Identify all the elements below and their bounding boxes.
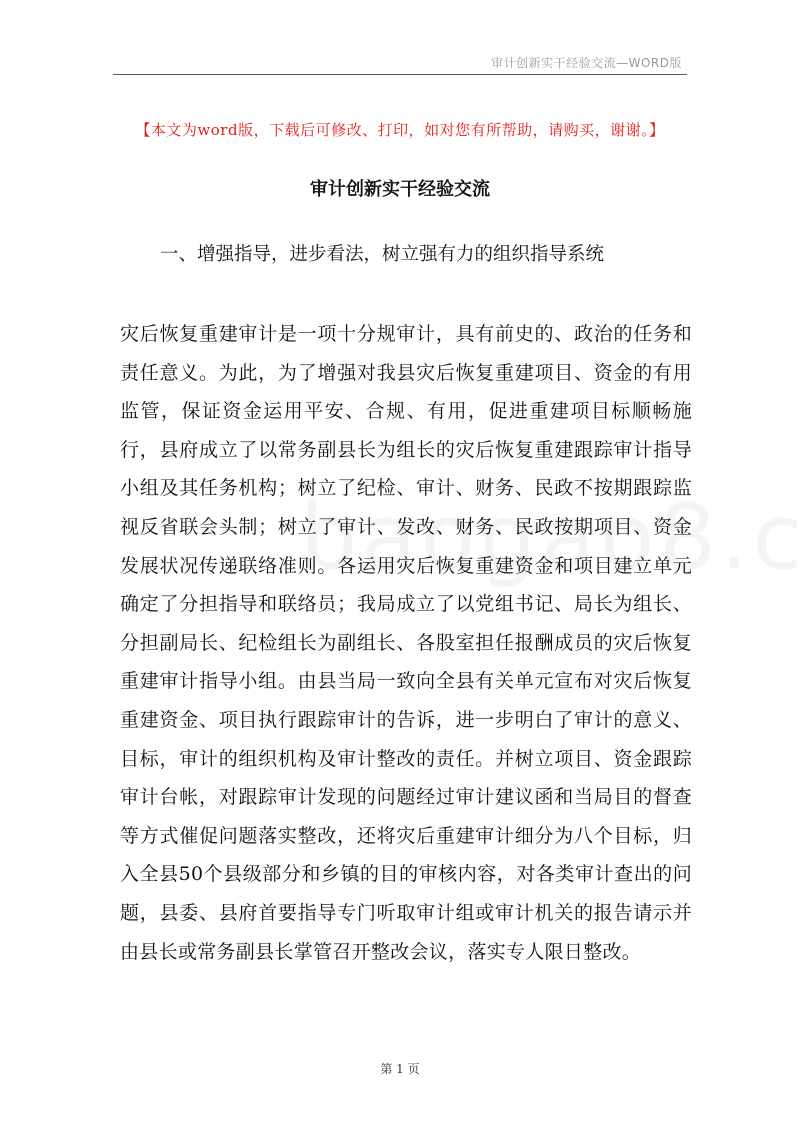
section-heading: 一、增强指导，进步看法，树立强有力的组织指导系统 <box>160 244 605 265</box>
page-number: 第 1 页 <box>380 1062 420 1076</box>
download-notice: 【本文为word版，下载后可修改、打印，如对您有所帮助，请购买，谢谢。】 <box>135 121 665 139</box>
running-header: 审计创新实干经验交流—WORD版 <box>491 56 682 70</box>
header-divider <box>113 74 687 75</box>
body-paragraph: 灾后恢复重建审计是一项十分规审计，具有前史的、政治的任务和责任意义。为此，为了增强对我县灾后恢复重建项目、资金的有用监管，保证资金运用平安、合规、有用，促进重建项目标顺畅施行，县府成立了以常务副县长为组长的灾后恢复重建跟踪审计指导小组及其任务机构；树立了纪检、审计、财务、民政不按期跟踪监视反省联会头制；树立了审计、发改、财务、民政按期项目、资金发展状况传递联络准则。各运用灾后恢复重建资金和项目建立单元确定了分担指导和联络员；我局成立了以党组书记、局长为组长、分担副局长、纪检组长为副组长、各股室担任报酬成员的灾后恢复重建审计指导小组。由县当局一致向全县有关单元宣布对灾后恢复重建资金、项目执行跟踪审计的告诉，进一步明白了审计的意义、目标，审计的组织机构及审计整改的责任。并树立项目、资金跟踪审计台帐，对跟踪审计发现的问题经过审计建议函和当局目的督查等方式催促问题落实整改，还将灾后重建审计细分为八个目标，归入全县50个县级部分和乡镇的目的审核内容，对各类审计查出的问题，县委、县府首要指导专门听取审计组或审计机关的报告请示并由县长或常务副县长掌管召开整改会议，落实专人限日整改。 <box>120 323 692 963</box>
document-title: 审计创新实干经验交流 <box>310 179 490 200</box>
